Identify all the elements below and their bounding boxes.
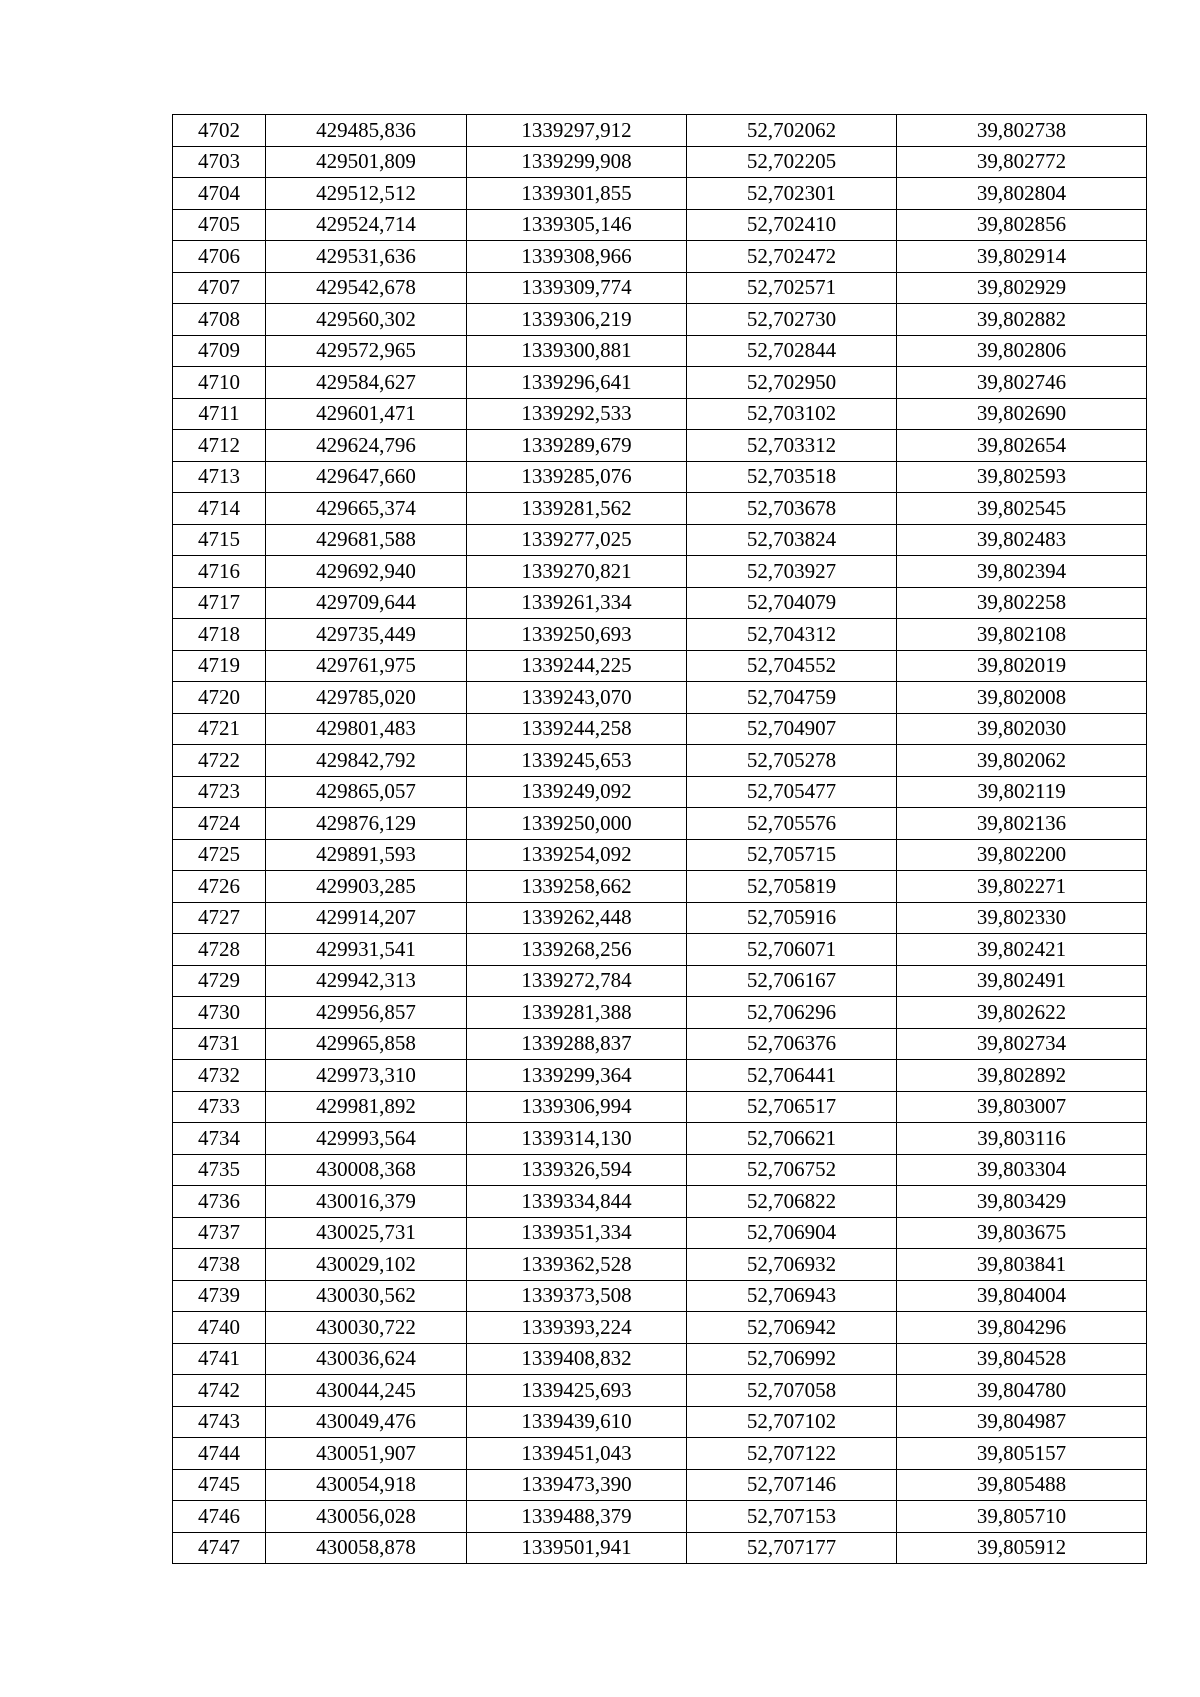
- x-coordinate-cell: 430044,245: [266, 1375, 467, 1407]
- longitude-cell: 39,802545: [897, 493, 1147, 525]
- x-coordinate-cell: 429692,940: [266, 556, 467, 588]
- longitude-cell: 39,803675: [897, 1217, 1147, 1249]
- y-coordinate-cell: 1339306,994: [467, 1091, 687, 1123]
- x-coordinate-cell: 429801,483: [266, 713, 467, 745]
- latitude-cell: 52,702205: [687, 146, 897, 178]
- table-row: [173, 1438, 1147, 1470]
- table-row: [173, 1154, 1147, 1186]
- table-row: [173, 1091, 1147, 1123]
- y-coordinate-cell: 1339281,388: [467, 997, 687, 1029]
- table-row: [173, 1375, 1147, 1407]
- latitude-cell: 52,704759: [687, 682, 897, 714]
- x-coordinate-cell: 430049,476: [266, 1406, 467, 1438]
- y-coordinate-cell: 1339272,784: [467, 965, 687, 997]
- table-row: [173, 1028, 1147, 1060]
- table-row: [173, 304, 1147, 336]
- x-coordinate-cell: 429993,564: [266, 1123, 467, 1155]
- longitude-cell: 39,805710: [897, 1501, 1147, 1533]
- point-number-cell: 4702: [173, 115, 266, 147]
- table-row: [173, 398, 1147, 430]
- point-number-cell: 4717: [173, 587, 266, 619]
- y-coordinate-cell: 1339439,610: [467, 1406, 687, 1438]
- point-number-cell: 4714: [173, 493, 266, 525]
- y-coordinate-cell: 1339473,390: [467, 1469, 687, 1501]
- point-number-cell: 4732: [173, 1060, 266, 1092]
- table-row: [173, 934, 1147, 966]
- x-coordinate-cell: 429572,965: [266, 335, 467, 367]
- point-number-cell: 4733: [173, 1091, 266, 1123]
- point-number-cell: 4724: [173, 808, 266, 840]
- longitude-cell: 39,803116: [897, 1123, 1147, 1155]
- x-coordinate-cell: 429761,975: [266, 650, 467, 682]
- longitude-cell: 39,802914: [897, 241, 1147, 273]
- latitude-cell: 52,702410: [687, 209, 897, 241]
- point-number-cell: 4704: [173, 178, 266, 210]
- latitude-cell: 52,706752: [687, 1154, 897, 1186]
- table-row: [173, 713, 1147, 745]
- x-coordinate-cell: 429876,129: [266, 808, 467, 840]
- point-number-cell: 4707: [173, 272, 266, 304]
- longitude-cell: 39,802200: [897, 839, 1147, 871]
- y-coordinate-cell: 1339301,855: [467, 178, 687, 210]
- x-coordinate-cell: 429624,796: [266, 430, 467, 462]
- y-coordinate-cell: 1339351,334: [467, 1217, 687, 1249]
- y-coordinate-cell: 1339250,000: [467, 808, 687, 840]
- table-row: [173, 776, 1147, 808]
- x-coordinate-cell: 430056,028: [266, 1501, 467, 1533]
- x-coordinate-cell: 429903,285: [266, 871, 467, 903]
- table-row: [173, 1469, 1147, 1501]
- table-row: [173, 650, 1147, 682]
- latitude-cell: 52,706441: [687, 1060, 897, 1092]
- latitude-cell: 52,703518: [687, 461, 897, 493]
- table-row: [173, 209, 1147, 241]
- x-coordinate-cell: 430029,102: [266, 1249, 467, 1281]
- latitude-cell: 52,702301: [687, 178, 897, 210]
- point-number-cell: 4744: [173, 1438, 266, 1470]
- latitude-cell: 52,706071: [687, 934, 897, 966]
- table-row: [173, 241, 1147, 273]
- point-number-cell: 4731: [173, 1028, 266, 1060]
- longitude-cell: 39,805157: [897, 1438, 1147, 1470]
- longitude-cell: 39,802008: [897, 682, 1147, 714]
- longitude-cell: 39,804987: [897, 1406, 1147, 1438]
- longitude-cell: 39,802746: [897, 367, 1147, 399]
- point-number-cell: 4742: [173, 1375, 266, 1407]
- latitude-cell: 52,706932: [687, 1249, 897, 1281]
- y-coordinate-cell: 1339281,562: [467, 493, 687, 525]
- point-number-cell: 4712: [173, 430, 266, 462]
- point-number-cell: 4736: [173, 1186, 266, 1218]
- longitude-cell: 39,802330: [897, 902, 1147, 934]
- table-row: [173, 430, 1147, 462]
- latitude-cell: 52,702844: [687, 335, 897, 367]
- latitude-cell: 52,706167: [687, 965, 897, 997]
- x-coordinate-cell: 429942,313: [266, 965, 467, 997]
- longitude-cell: 39,803304: [897, 1154, 1147, 1186]
- point-number-cell: 4725: [173, 839, 266, 871]
- table-row: [173, 1123, 1147, 1155]
- x-coordinate-cell: 430008,368: [266, 1154, 467, 1186]
- x-coordinate-cell: 429931,541: [266, 934, 467, 966]
- y-coordinate-cell: 1339244,225: [467, 650, 687, 682]
- point-number-cell: 4735: [173, 1154, 266, 1186]
- x-coordinate-cell: 429665,374: [266, 493, 467, 525]
- x-coordinate-cell: 430016,379: [266, 1186, 467, 1218]
- longitude-cell: 39,804296: [897, 1312, 1147, 1344]
- y-coordinate-cell: 1339309,774: [467, 272, 687, 304]
- point-number-cell: 4739: [173, 1280, 266, 1312]
- table-row: [173, 335, 1147, 367]
- y-coordinate-cell: 1339308,966: [467, 241, 687, 273]
- latitude-cell: 52,704552: [687, 650, 897, 682]
- table-row: [173, 1406, 1147, 1438]
- table-row: [173, 178, 1147, 210]
- longitude-cell: 39,805912: [897, 1532, 1147, 1564]
- table-row: [173, 1312, 1147, 1344]
- point-number-cell: 4718: [173, 619, 266, 651]
- point-number-cell: 4716: [173, 556, 266, 588]
- table-row: [173, 1501, 1147, 1533]
- y-coordinate-cell: 1339297,912: [467, 115, 687, 147]
- point-number-cell: 4737: [173, 1217, 266, 1249]
- longitude-cell: 39,802690: [897, 398, 1147, 430]
- x-coordinate-cell: 430025,731: [266, 1217, 467, 1249]
- longitude-cell: 39,804004: [897, 1280, 1147, 1312]
- coordinates-table: [172, 114, 1147, 1564]
- latitude-cell: 52,703102: [687, 398, 897, 430]
- latitude-cell: 52,706621: [687, 1123, 897, 1155]
- latitude-cell: 52,706992: [687, 1343, 897, 1375]
- y-coordinate-cell: 1339488,379: [467, 1501, 687, 1533]
- latitude-cell: 52,706517: [687, 1091, 897, 1123]
- longitude-cell: 39,802019: [897, 650, 1147, 682]
- y-coordinate-cell: 1339299,908: [467, 146, 687, 178]
- y-coordinate-cell: 1339268,256: [467, 934, 687, 966]
- x-coordinate-cell: 429785,020: [266, 682, 467, 714]
- y-coordinate-cell: 1339250,693: [467, 619, 687, 651]
- x-coordinate-cell: 429512,512: [266, 178, 467, 210]
- y-coordinate-cell: 1339249,092: [467, 776, 687, 808]
- x-coordinate-cell: 429584,627: [266, 367, 467, 399]
- x-coordinate-cell: 429709,644: [266, 587, 467, 619]
- y-coordinate-cell: 1339270,821: [467, 556, 687, 588]
- x-coordinate-cell: 429965,858: [266, 1028, 467, 1060]
- latitude-cell: 52,706296: [687, 997, 897, 1029]
- table-row: [173, 619, 1147, 651]
- y-coordinate-cell: 1339326,594: [467, 1154, 687, 1186]
- longitude-cell: 39,802806: [897, 335, 1147, 367]
- point-number-cell: 4722: [173, 745, 266, 777]
- y-coordinate-cell: 1339300,881: [467, 335, 687, 367]
- table-row: [173, 682, 1147, 714]
- y-coordinate-cell: 1339261,334: [467, 587, 687, 619]
- y-coordinate-cell: 1339244,258: [467, 713, 687, 745]
- point-number-cell: 4710: [173, 367, 266, 399]
- longitude-cell: 39,805488: [897, 1469, 1147, 1501]
- longitude-cell: 39,802892: [897, 1060, 1147, 1092]
- latitude-cell: 52,704312: [687, 619, 897, 651]
- x-coordinate-cell: 429842,792: [266, 745, 467, 777]
- x-coordinate-cell: 429956,857: [266, 997, 467, 1029]
- x-coordinate-cell: 429914,207: [266, 902, 467, 934]
- y-coordinate-cell: 1339262,448: [467, 902, 687, 934]
- longitude-cell: 39,802929: [897, 272, 1147, 304]
- latitude-cell: 52,706904: [687, 1217, 897, 1249]
- x-coordinate-cell: 429735,449: [266, 619, 467, 651]
- latitude-cell: 52,702472: [687, 241, 897, 273]
- longitude-cell: 39,802136: [897, 808, 1147, 840]
- point-number-cell: 4746: [173, 1501, 266, 1533]
- latitude-cell: 52,707102: [687, 1406, 897, 1438]
- x-coordinate-cell: 430030,722: [266, 1312, 467, 1344]
- table-row: [173, 965, 1147, 997]
- y-coordinate-cell: 1339501,941: [467, 1532, 687, 1564]
- longitude-cell: 39,804528: [897, 1343, 1147, 1375]
- longitude-cell: 39,802258: [897, 587, 1147, 619]
- point-number-cell: 4738: [173, 1249, 266, 1281]
- x-coordinate-cell: 429524,714: [266, 209, 467, 241]
- longitude-cell: 39,802772: [897, 146, 1147, 178]
- y-coordinate-cell: 1339299,364: [467, 1060, 687, 1092]
- longitude-cell: 39,803841: [897, 1249, 1147, 1281]
- latitude-cell: 52,706942: [687, 1312, 897, 1344]
- longitude-cell: 39,802654: [897, 430, 1147, 462]
- x-coordinate-cell: 429485,836: [266, 115, 467, 147]
- longitude-cell: 39,802119: [897, 776, 1147, 808]
- table-row: [173, 524, 1147, 556]
- latitude-cell: 52,702730: [687, 304, 897, 336]
- x-coordinate-cell: 429865,057: [266, 776, 467, 808]
- longitude-cell: 39,802856: [897, 209, 1147, 241]
- latitude-cell: 52,704079: [687, 587, 897, 619]
- point-number-cell: 4723: [173, 776, 266, 808]
- point-number-cell: 4747: [173, 1532, 266, 1564]
- point-number-cell: 4729: [173, 965, 266, 997]
- longitude-cell: 39,802108: [897, 619, 1147, 651]
- point-number-cell: 4713: [173, 461, 266, 493]
- latitude-cell: 52,707177: [687, 1532, 897, 1564]
- latitude-cell: 52,705819: [687, 871, 897, 903]
- latitude-cell: 52,704907: [687, 713, 897, 745]
- x-coordinate-cell: 429681,588: [266, 524, 467, 556]
- longitude-cell: 39,802593: [897, 461, 1147, 493]
- longitude-cell: 39,802421: [897, 934, 1147, 966]
- point-number-cell: 4705: [173, 209, 266, 241]
- point-number-cell: 4715: [173, 524, 266, 556]
- table-row: [173, 997, 1147, 1029]
- y-coordinate-cell: 1339425,693: [467, 1375, 687, 1407]
- table-row: [173, 461, 1147, 493]
- point-number-cell: 4734: [173, 1123, 266, 1155]
- latitude-cell: 52,707153: [687, 1501, 897, 1533]
- y-coordinate-cell: 1339334,844: [467, 1186, 687, 1218]
- latitude-cell: 52,706943: [687, 1280, 897, 1312]
- latitude-cell: 52,707122: [687, 1438, 897, 1470]
- x-coordinate-cell: 429981,892: [266, 1091, 467, 1123]
- x-coordinate-cell: 429601,471: [266, 398, 467, 430]
- y-coordinate-cell: 1339258,662: [467, 871, 687, 903]
- table-row: [173, 1280, 1147, 1312]
- longitude-cell: 39,802062: [897, 745, 1147, 777]
- x-coordinate-cell: 430036,624: [266, 1343, 467, 1375]
- y-coordinate-cell: 1339305,146: [467, 209, 687, 241]
- table-row: [173, 115, 1147, 147]
- x-coordinate-cell: 430054,918: [266, 1469, 467, 1501]
- table-row: [173, 871, 1147, 903]
- x-coordinate-cell: 429531,636: [266, 241, 467, 273]
- x-coordinate-cell: 429560,302: [266, 304, 467, 336]
- x-coordinate-cell: 430058,878: [266, 1532, 467, 1564]
- table-row: [173, 1186, 1147, 1218]
- latitude-cell: 52,706376: [687, 1028, 897, 1060]
- point-number-cell: 4719: [173, 650, 266, 682]
- y-coordinate-cell: 1339254,092: [467, 839, 687, 871]
- point-number-cell: 4721: [173, 713, 266, 745]
- point-number-cell: 4703: [173, 146, 266, 178]
- latitude-cell: 52,702571: [687, 272, 897, 304]
- table-row: [173, 839, 1147, 871]
- table-row: [173, 556, 1147, 588]
- latitude-cell: 52,705278: [687, 745, 897, 777]
- table-row: [173, 1060, 1147, 1092]
- point-number-cell: 4730: [173, 997, 266, 1029]
- longitude-cell: 39,802491: [897, 965, 1147, 997]
- x-coordinate-cell: 429501,809: [266, 146, 467, 178]
- y-coordinate-cell: 1339296,641: [467, 367, 687, 399]
- x-coordinate-cell: 429973,310: [266, 1060, 467, 1092]
- x-coordinate-cell: 430051,907: [266, 1438, 467, 1470]
- longitude-cell: 39,802804: [897, 178, 1147, 210]
- latitude-cell: 52,702950: [687, 367, 897, 399]
- latitude-cell: 52,703678: [687, 493, 897, 525]
- latitude-cell: 52,706822: [687, 1186, 897, 1218]
- point-number-cell: 4708: [173, 304, 266, 336]
- y-coordinate-cell: 1339373,508: [467, 1280, 687, 1312]
- table-row: [173, 587, 1147, 619]
- longitude-cell: 39,802483: [897, 524, 1147, 556]
- table-row: [173, 1343, 1147, 1375]
- point-number-cell: 4711: [173, 398, 266, 430]
- longitude-cell: 39,802738: [897, 115, 1147, 147]
- point-number-cell: 4740: [173, 1312, 266, 1344]
- table-row: [173, 493, 1147, 525]
- latitude-cell: 52,703824: [687, 524, 897, 556]
- x-coordinate-cell: 429891,593: [266, 839, 467, 871]
- latitude-cell: 52,705477: [687, 776, 897, 808]
- longitude-cell: 39,803429: [897, 1186, 1147, 1218]
- coordinates-table-body: [173, 115, 1147, 1564]
- latitude-cell: 52,707058: [687, 1375, 897, 1407]
- table-row: [173, 367, 1147, 399]
- table-row: [173, 808, 1147, 840]
- point-number-cell: 4706: [173, 241, 266, 273]
- y-coordinate-cell: 1339314,130: [467, 1123, 687, 1155]
- point-number-cell: 4709: [173, 335, 266, 367]
- longitude-cell: 39,803007: [897, 1091, 1147, 1123]
- point-number-cell: 4743: [173, 1406, 266, 1438]
- y-coordinate-cell: 1339451,043: [467, 1438, 687, 1470]
- point-number-cell: 4726: [173, 871, 266, 903]
- longitude-cell: 39,802030: [897, 713, 1147, 745]
- y-coordinate-cell: 1339289,679: [467, 430, 687, 462]
- longitude-cell: 39,802622: [897, 997, 1147, 1029]
- y-coordinate-cell: 1339245,653: [467, 745, 687, 777]
- y-coordinate-cell: 1339393,224: [467, 1312, 687, 1344]
- longitude-cell: 39,802394: [897, 556, 1147, 588]
- longitude-cell: 39,804780: [897, 1375, 1147, 1407]
- table-row: [173, 1217, 1147, 1249]
- x-coordinate-cell: 429647,660: [266, 461, 467, 493]
- y-coordinate-cell: 1339288,837: [467, 1028, 687, 1060]
- point-number-cell: 4728: [173, 934, 266, 966]
- longitude-cell: 39,802734: [897, 1028, 1147, 1060]
- y-coordinate-cell: 1339277,025: [467, 524, 687, 556]
- latitude-cell: 52,702062: [687, 115, 897, 147]
- table-row: [173, 902, 1147, 934]
- y-coordinate-cell: 1339285,076: [467, 461, 687, 493]
- longitude-cell: 39,802271: [897, 871, 1147, 903]
- table-row: [173, 745, 1147, 777]
- latitude-cell: 52,703312: [687, 430, 897, 462]
- table-row: [173, 272, 1147, 304]
- y-coordinate-cell: 1339306,219: [467, 304, 687, 336]
- latitude-cell: 52,705916: [687, 902, 897, 934]
- y-coordinate-cell: 1339243,070: [467, 682, 687, 714]
- x-coordinate-cell: 429542,678: [266, 272, 467, 304]
- point-number-cell: 4741: [173, 1343, 266, 1375]
- latitude-cell: 52,705576: [687, 808, 897, 840]
- point-number-cell: 4745: [173, 1469, 266, 1501]
- table-row: [173, 1249, 1147, 1281]
- y-coordinate-cell: 1339408,832: [467, 1343, 687, 1375]
- longitude-cell: 39,802882: [897, 304, 1147, 336]
- table-row: [173, 146, 1147, 178]
- x-coordinate-cell: 430030,562: [266, 1280, 467, 1312]
- y-coordinate-cell: 1339362,528: [467, 1249, 687, 1281]
- point-number-cell: 4727: [173, 902, 266, 934]
- latitude-cell: 52,707146: [687, 1469, 897, 1501]
- latitude-cell: 52,703927: [687, 556, 897, 588]
- point-number-cell: 4720: [173, 682, 266, 714]
- latitude-cell: 52,705715: [687, 839, 897, 871]
- y-coordinate-cell: 1339292,533: [467, 398, 687, 430]
- table-row: [173, 1532, 1147, 1564]
